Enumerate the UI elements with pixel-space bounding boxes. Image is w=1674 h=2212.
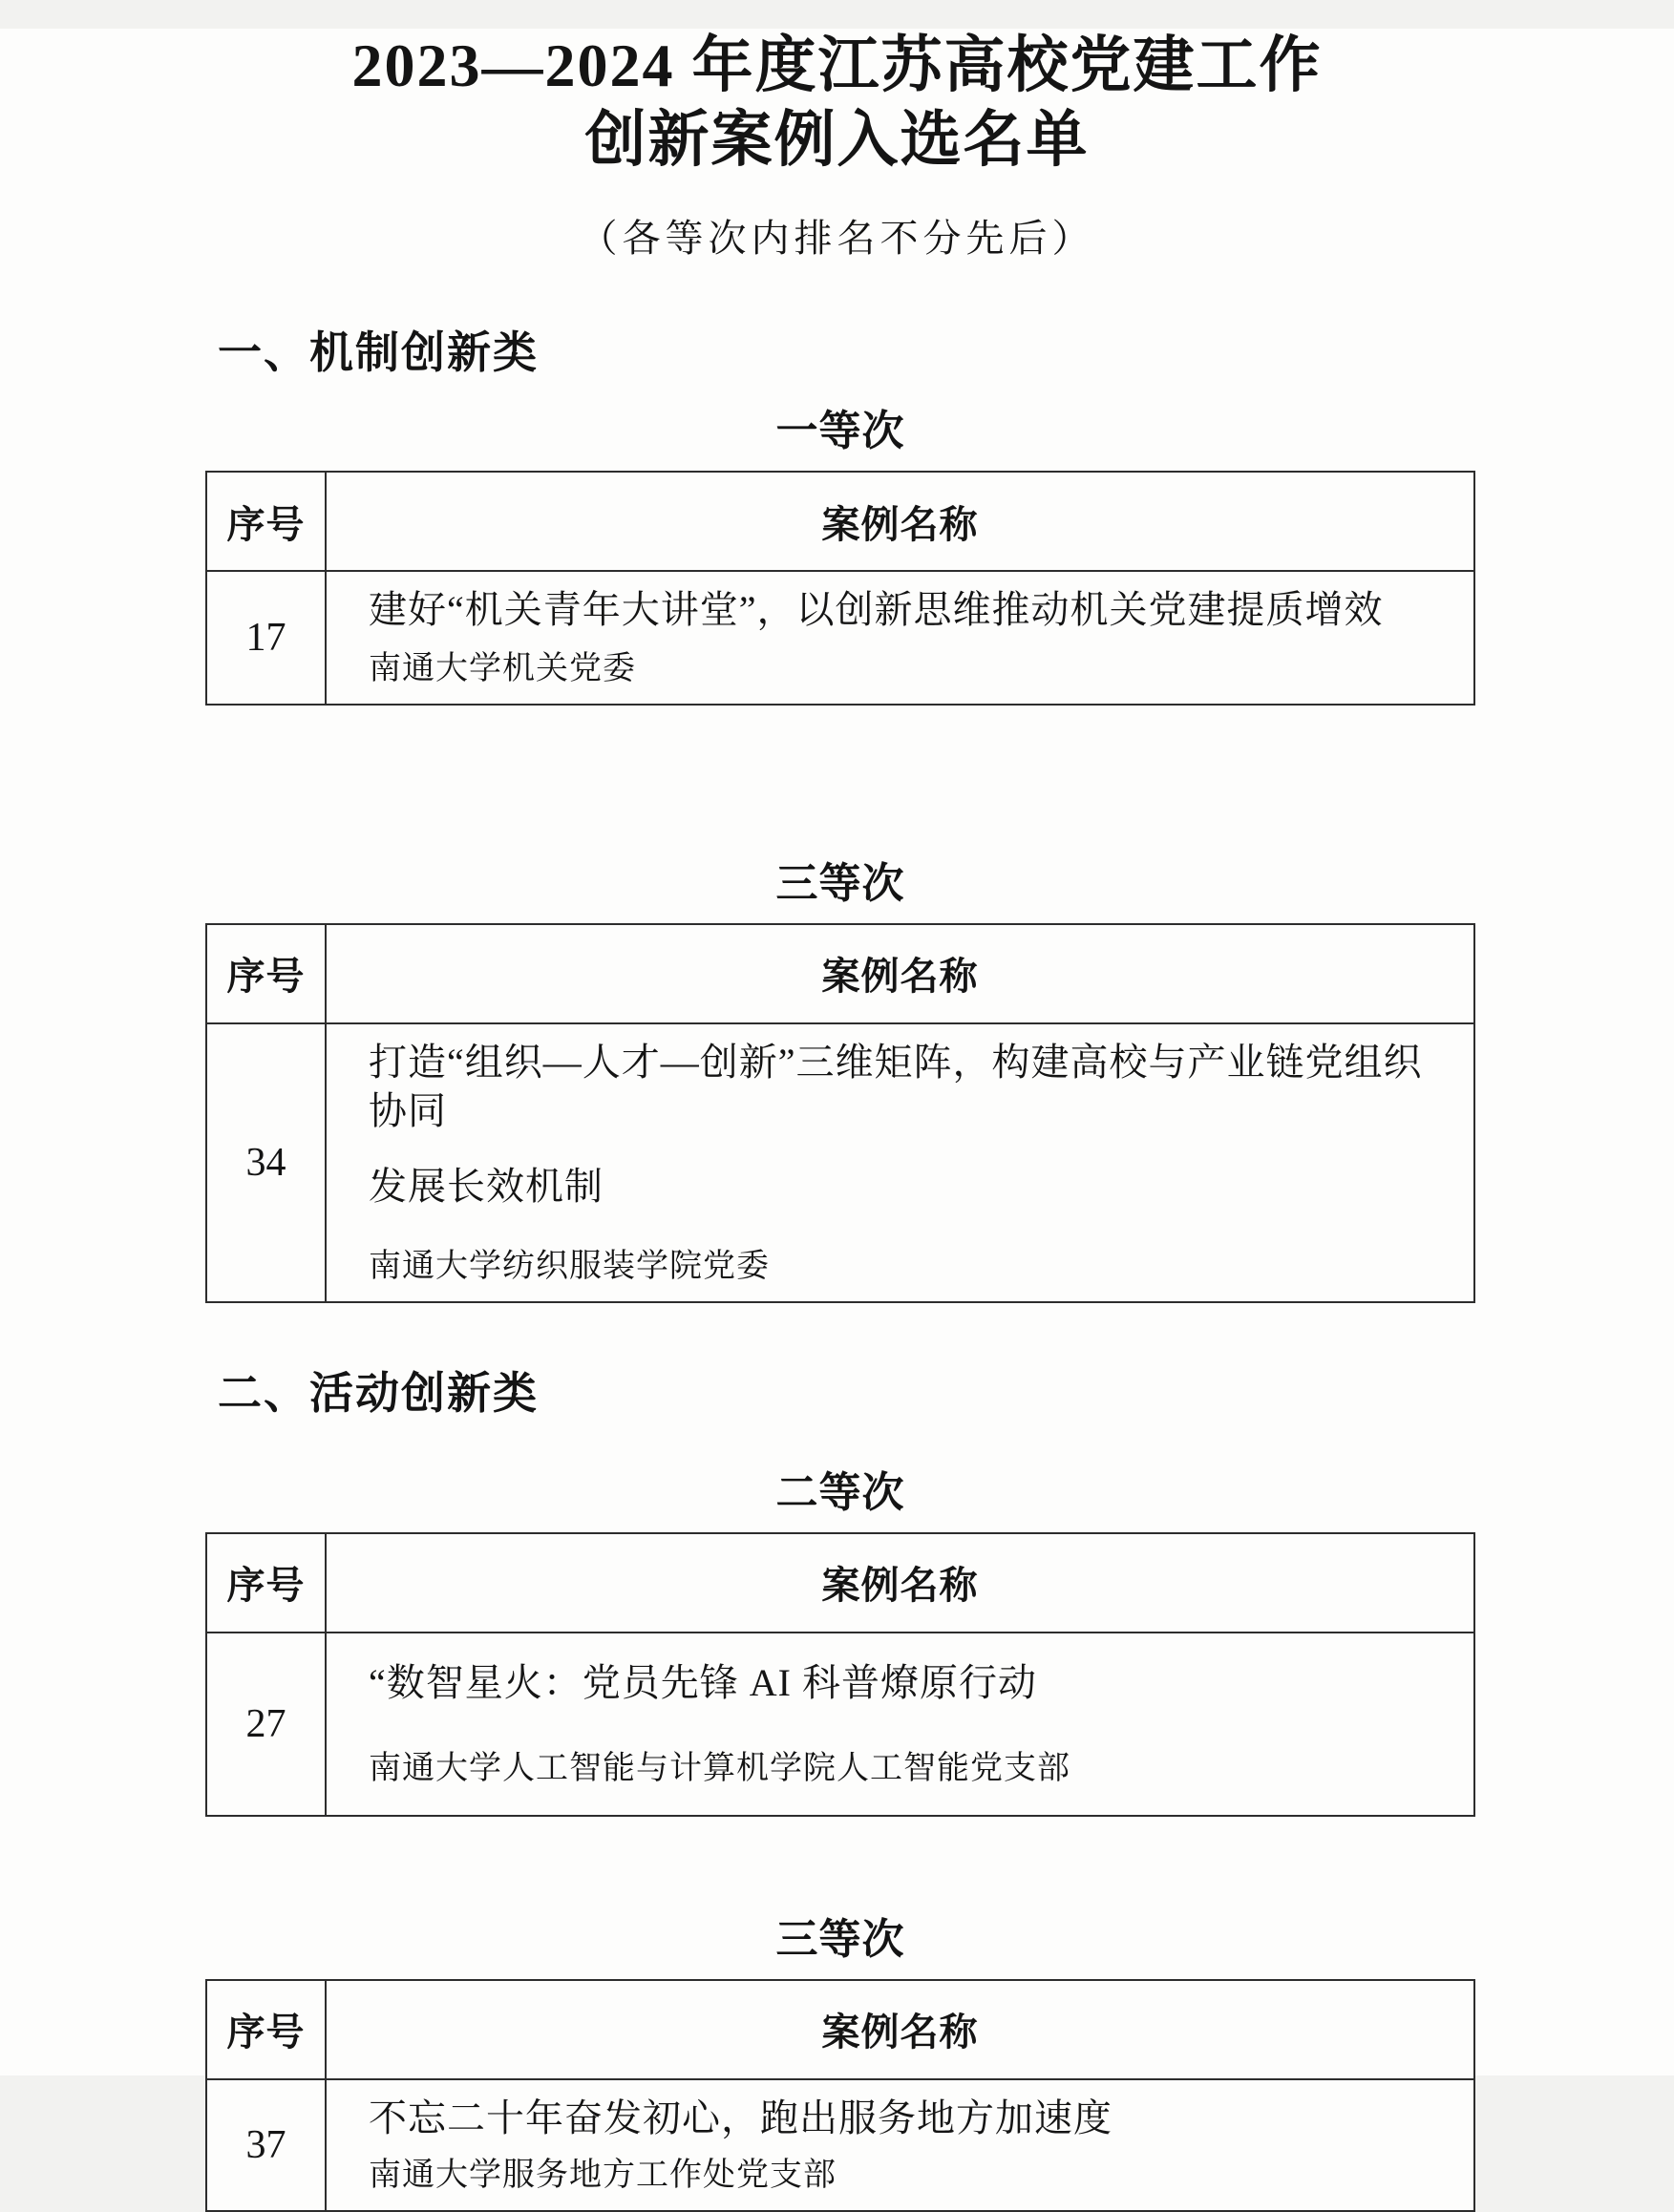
case-name-column-header: 案例名称 bbox=[326, 1533, 1474, 1633]
case-title bbox=[369, 1038, 1451, 1211]
case-title: “数智星火：党员先锋 AI 科普燎原行动 bbox=[369, 1661, 1037, 1705]
case-title-line1: 打造“组织—人才—创新”三维矩阵，构建高校与产业链党组织协同 bbox=[369, 1040, 1423, 1133]
page-title-line2: 创新案例入选名单 bbox=[584, 106, 1090, 175]
case-name-column-header: 案例名称 bbox=[326, 472, 1474, 571]
case-organization: 南通大学服务地方工作处党支部 bbox=[369, 2158, 837, 2194]
table-header-row bbox=[206, 1980, 1474, 2079]
case-details-cell bbox=[326, 571, 1474, 705]
document-page bbox=[0, 29, 1674, 2194]
table-row bbox=[206, 1633, 1474, 1816]
table-header-row bbox=[206, 924, 1474, 1023]
tier-heading-third: 三等次 bbox=[775, 859, 905, 907]
case-details-cell bbox=[326, 1633, 1474, 1816]
case-title-line2: 发展长效机制 bbox=[369, 1165, 604, 1209]
case-table-mechanism-first-tier bbox=[205, 471, 1475, 706]
case-index: 37 bbox=[206, 2079, 326, 2211]
serial-column-header: 序号 bbox=[206, 1533, 326, 1633]
page-title-line1: 2023—2024 年度江苏高校党建工作 bbox=[351, 32, 1323, 99]
case-details-cell bbox=[326, 2079, 1474, 2211]
section-heading-mechanism-innovation: 一、机制创新类 bbox=[218, 327, 539, 378]
tier-heading-first: 一等次 bbox=[775, 408, 905, 455]
table-header-row bbox=[206, 1533, 1474, 1633]
case-organization: 南通大学纺织服装学院党委 bbox=[369, 1249, 770, 1285]
case-title: 不忘二十年奋发初心，跑出服务地方加速度 bbox=[369, 2096, 1112, 2139]
tier-heading-third: 三等次 bbox=[775, 1915, 905, 1963]
case-index: 27 bbox=[206, 1633, 326, 1816]
case-organization: 南通大学人工智能与计算机学院人工智能党支部 bbox=[369, 1751, 1070, 1787]
case-name-column-header: 案例名称 bbox=[326, 924, 1474, 1023]
case-title: 建好“机关青年大讲堂”，以创新思维推动机关党建提质增效 bbox=[369, 588, 1384, 632]
table-row bbox=[206, 1023, 1474, 1302]
table-row bbox=[206, 571, 1474, 705]
page-title bbox=[38, 29, 1636, 178]
tier-heading-second: 二等次 bbox=[775, 1468, 905, 1516]
case-index: 17 bbox=[206, 571, 326, 705]
case-name-column-header: 案例名称 bbox=[326, 1980, 1474, 2079]
case-index: 34 bbox=[206, 1023, 326, 1302]
serial-column-header: 序号 bbox=[206, 1980, 326, 2079]
case-details-cell bbox=[326, 1023, 1474, 1302]
case-organization: 南通大学机关党委 bbox=[369, 651, 636, 687]
table-row bbox=[206, 2079, 1474, 2211]
case-table-activity-third-tier bbox=[205, 1979, 1475, 2212]
serial-column-header: 序号 bbox=[206, 472, 326, 571]
case-table-activity-second-tier bbox=[205, 1532, 1475, 1817]
section-heading-activity-innovation: 二、活动创新类 bbox=[218, 1367, 539, 1418]
case-table-mechanism-third-tier bbox=[205, 923, 1475, 1303]
serial-column-header: 序号 bbox=[206, 924, 326, 1023]
page-subtitle: （各等次内排名不分先后） bbox=[579, 217, 1095, 261]
table-header-row bbox=[206, 472, 1474, 571]
